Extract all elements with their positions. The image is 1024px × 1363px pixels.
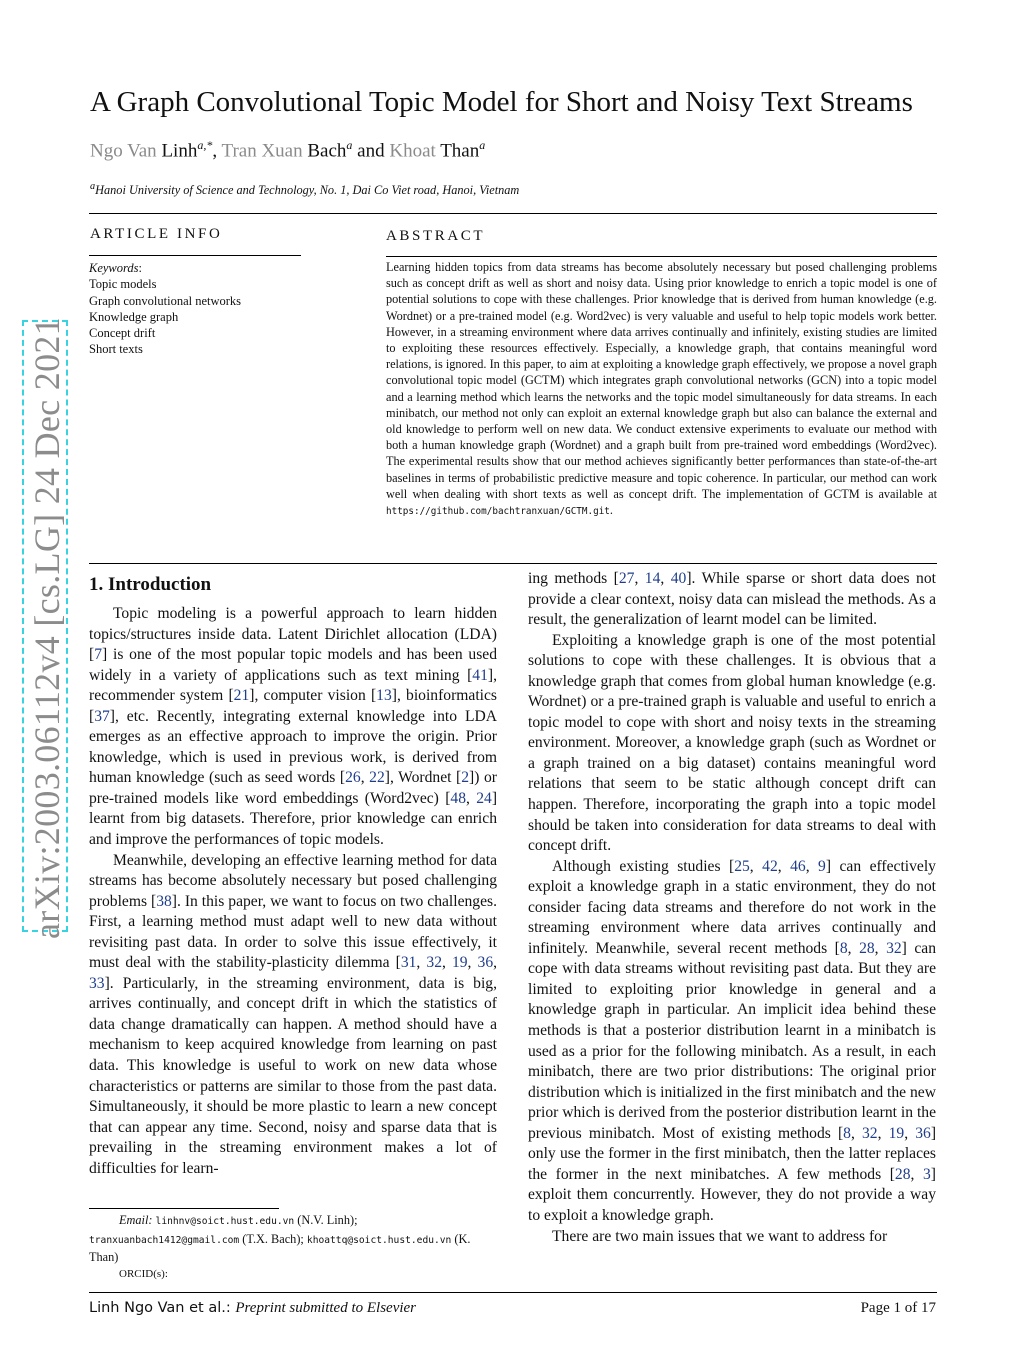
paragraph: Topic modeling is a powerful approach to learn hidden topics/structures inside data. Latent Dirichlet allocation (LDA) [7] is one of the most popular topic models and has been used widely in a variety of applications such as text mining [41], recommender system [21], computer vision [13], bioinformatics [37], etc. Recently, integrating external knowledge into LDA emerges as an effective approach to improve the origin. Prior knowledge, which is used in previous work, is derived from human knowledge (such as seed words [26, 22], Wordnet [2]) or pre-trained models like word embeddings (Word2vec) [48, 24] learnt from big datasets. Therefore, prior knowledge can enrich and improve the performances of topic models. — [89, 605, 498, 849]
citation-link[interactable]: 31 — [400, 954, 417, 972]
citation-link[interactable]: 25 — [734, 857, 750, 875]
citation-link[interactable]: 19 — [888, 1124, 905, 1142]
orcid-label: ORCID(s): — [119, 1267, 168, 1280]
author-family-name: Than — [440, 140, 480, 162]
author-list — [90, 138, 485, 162]
abstract-bottom-rule — [89, 563, 937, 564]
abstract-rule — [386, 256, 937, 257]
left-column — [89, 572, 497, 1179]
keywords-block: Keywords: Topic models Graph convolutional networks Knowledge graph Concept drift Short texts — [89, 261, 242, 357]
citation-link[interactable]: 32 — [862, 1124, 878, 1142]
author-given-name: Ngo Van — [90, 140, 162, 162]
citation-link[interactable]: 24 — [476, 789, 492, 807]
footnote-rule — [89, 1208, 279, 1209]
citation-link[interactable]: 26 — [345, 769, 361, 787]
citation-link[interactable]: 32 — [426, 954, 442, 972]
paragraph: Meanwhile, developing an effective learning method for data streams has become absolutely necessary but posed challenging problems [38]. In this paper, we want to focus on two challenges. First, a learning method must adapt well to new data without revisiting past data. In order to solve this issue effectively, it must deal with the stability-plasticity dilemma [31, 32, 19, 36, 33]. Particularly, in the streaming environment, data is big, arrives continually, and concept drift in which the statistics of data change dramatically can happen. A method should have a mechanism to keep acquired knowledge from learning on past data. This knowledge is useful to work on new data whose characteristics or patterns are similar to those from the past data. Simultaneously, it should be more plastic to learn a new concept that can appear any time. Second, noisy and sparse data that is prevailing in the streaming environment makes a lot of difficulties for learn- — [89, 851, 498, 1177]
top-rule — [89, 213, 937, 214]
email-owner: (T.X. Bach); — [242, 1231, 304, 1246]
citation-link[interactable]: 13 — [376, 687, 392, 705]
citation-link[interactable]: 22 — [369, 769, 385, 787]
author-mark: a — [479, 138, 486, 152]
citation-link[interactable]: 48 — [450, 789, 466, 807]
paragraph: ing methods [27, 14, 40]. While sparse or short data does not provide a clear context, noisy data can mislead the methods. As a result, the generalization of learnt model can be limited. — [528, 570, 936, 629]
email-bach[interactable]: tranxuanbach1412@gmail.com — [89, 1234, 240, 1246]
code-link[interactable]: https://github.com/bachtranxuan/GCTM.git — [386, 506, 610, 518]
author-given-name: Khoat — [389, 140, 441, 162]
keywords-label: Keywords — [89, 261, 139, 275]
footnote — [89, 1212, 497, 1282]
citation-link[interactable]: 37 — [94, 707, 110, 725]
affiliation-mark: a — [90, 181, 96, 192]
citation-link[interactable]: 40 — [670, 570, 687, 587]
author-family-name: Bach — [307, 140, 347, 162]
citation-link[interactable]: 41 — [472, 666, 488, 684]
footer-authors: Linh Ngo Van et al.: — [89, 1300, 231, 1316]
email-owner: (N.V. Linh); — [297, 1213, 358, 1227]
page-number: Page 1 of 17 — [860, 1300, 936, 1316]
citation-link[interactable]: 3 — [923, 1165, 931, 1183]
right-column — [528, 569, 936, 1247]
abstract-text: Learning hidden topics from data streams has become absolutely necessary but posed challenging problems such as concept drift as well as short and noisy data. Using prior knowledge to enrich a topic model is one of potential solutions to cope with these challenges. Prior knowledge that is derived from human knowledge (e.g. Wordnet) or a pre-trained model (e.g. Word2vec) is very valuable and useful to help topic models work better. However, in a streaming environment where data arrives continually and infinitely, existing studies are limited to exploiting these resources effectively. Especially, a knowledge graph, that contains meaningful word relations, is ignored. In this paper, to aim at exploiting a knowledge graph effectively, we propose a novel graph convolutional topic model (GCTM) which integrates graph convolutional networks (GCN) into a topic model and a learning method which learns the networks and the topic model simultaneously for data streams. In each minibatch, our method not only can exploit an external knowledge graph but also can balance the external and old knowledge to perform well on new data. We conduct extensive experiments to evaluate our method with both a human knowledge graph (Wordnet) and a graph built from pre-trained word embeddings (Word2vec). The experimental results show that our method achieves significantly better performances than state-of-the-art baselines in terms of probabilistic predictive measure and topic coherence. In particular, our method can work well when dealing with short texts as well as concept drift. The implementation of GCTM is available at — [386, 260, 937, 501]
citation-link[interactable]: 19 — [451, 954, 468, 972]
footer-venue: Preprint submitted to Elsevier — [235, 1300, 417, 1316]
citation-link[interactable]: 32 — [886, 939, 902, 957]
citation-link[interactable]: 38 — [156, 892, 172, 910]
citation-link[interactable]: 2 — [461, 769, 470, 787]
affiliation — [90, 181, 519, 198]
paragraph: Although existing studies [25, 42, 46, 9] can effectively exploit a knowledge graph in a static environment, they do not consider facing data streams and therefore do not work in the streaming environment where data arrives continually and infinitely. Meanwhile, several recent methods [8, 28, 32] can cope with data streams without revisiting past data. But they are limited to exploiting prior knowledge in general and a knowledge graph in particular. An implicit idea behind these methods is that a posterior distribution learnt in a minibatch is used as a prior for the following minibatch. As a result, in each minibatch, there are two prior distributions: The original prior distribution which is initialized in the first minibatch and the new prior which is derived from the posterior distribution learnt in the previous minibatch. Most of existing methods [8, 32, 19, 36] only use the former in the first minibatch, then the latter replaces the former in the next minibatches. A few methods [28, 3] exploit them concurrently. However, they do not provide a way to exploit a knowledge graph. — [528, 857, 937, 1224]
email-owner: (K. Than) — [89, 1231, 471, 1264]
citation-link[interactable]: 21 — [233, 687, 250, 705]
email-than[interactable]: khoattq@soict.hust.edu.vn — [306, 1234, 452, 1246]
arxiv-stamp[interactable] — [22, 317, 68, 939]
citation-link[interactable]: 14 — [644, 570, 661, 587]
keyword-list — [89, 276, 241, 357]
keyword-item: Knowledge graph — [89, 309, 179, 324]
citation-link[interactable]: 42 — [762, 857, 778, 875]
citation-link[interactable]: 9 — [818, 857, 826, 875]
author-family-name: Linh — [161, 140, 198, 162]
citation-link[interactable]: 36 — [915, 1124, 931, 1142]
citation-link[interactable]: 7 — [94, 646, 102, 664]
citation-link[interactable]: 28 — [859, 939, 875, 957]
arxiv-id: arXiv:2003.06112v4 [cs.LG] 24 Dec 2021 — [27, 317, 67, 939]
affiliation-text: Hanoi University of Science and Technology, No. 1, Dai Co Viet road, Hanoi, Vietnam — [95, 183, 520, 198]
author-mark: a — [346, 138, 353, 152]
abstract-body — [386, 259, 937, 520]
paragraph: Exploiting a knowledge graph is one of the most potential solutions to cope with these challenges. It is obvious that a knowledge graph that comes from global human knowledge (e.g. Wordnet) or a pre-trained graph is valuable and useful to enrich a topic model to cope with short and noisy texts in the streaming environment. Moreover, a knowledge graph (such as Wordnet or a graph trained on a big dataset) contains meaningful word relations that seem to be static although concept drift can happen. Therefore, incorporating the graph into a topic model should be taken into consideration for data streams to deal with concept drift. — [528, 631, 936, 855]
author-separator: and — [352, 140, 390, 162]
abstract-heading: ABSTRACT — [386, 228, 486, 244]
email-label: Email: — [119, 1213, 153, 1227]
keyword-item: Topic models — [89, 277, 157, 292]
keyword-item: Graph convolutional networks — [89, 293, 242, 308]
article-info-rule — [89, 255, 301, 256]
section-title: 1. Introduction — [89, 574, 212, 595]
author-given-name: Tran Xuan — [221, 140, 308, 162]
citation-link[interactable]: 33 — [89, 974, 105, 992]
citation-link[interactable]: 27 — [618, 570, 635, 587]
article-info-heading: ARTICLE INFO — [90, 226, 223, 242]
citation-link[interactable]: 46 — [790, 857, 806, 875]
running-footer — [89, 1300, 416, 1317]
abstract-end: . — [609, 503, 613, 518]
citation-link[interactable]: 28 — [894, 1165, 911, 1183]
citation-link[interactable]: 8 — [843, 1124, 851, 1142]
citation-link[interactable]: 8 — [839, 939, 848, 957]
paper-title: A Graph Convolutional Topic Model for Short and Noisy Text Streams — [90, 86, 913, 118]
keyword-item: Short texts — [89, 342, 143, 357]
paragraph: There are two main issues that we want to address for — [552, 1227, 888, 1245]
citation-link[interactable]: 36 — [477, 954, 494, 972]
author-mark: a,* — [197, 138, 213, 152]
keyword-item: Concept drift — [89, 326, 156, 341]
email-linh[interactable]: linhnv@soict.hust.edu.vn — [155, 1216, 295, 1227]
author-separator: , — [212, 140, 222, 162]
footer-rule — [89, 1292, 937, 1293]
